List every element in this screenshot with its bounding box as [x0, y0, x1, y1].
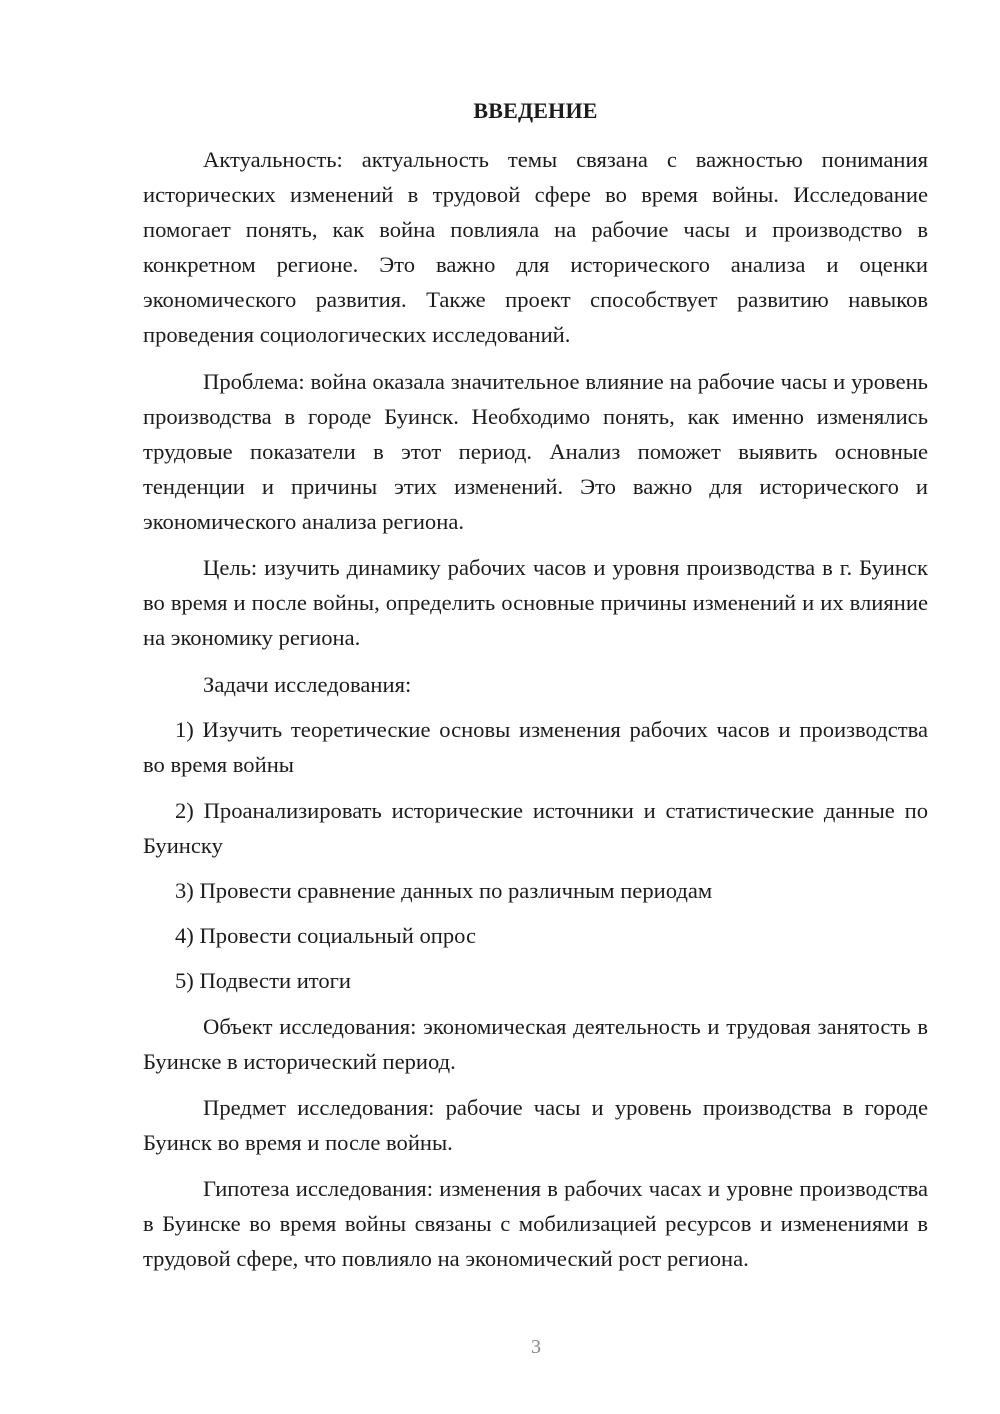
task-item: 3) Провести сравнение данных по различным периодам [175, 878, 713, 903]
task-item: 2) Проанализировать исторические источники и статистические данные по Буинску [143, 798, 928, 859]
task-item: 5) Подвести итоги [175, 968, 352, 993]
task-item: 4) Провести социальный опрос [175, 923, 477, 948]
task-item: 1) Изучить теоретические основы изменения рабочих часов и производства во время войны [143, 717, 928, 778]
problem-paragraph: Проблема: война оказала значительное влияние на рабочие часы и уровень производства в городе Буинск. Необходимо понять, как именно изменялись трудовые показатели в этот период. Анализ поможет выявить основные тенденции и причины этих изменений. Это важно для исторического и экономического анализа региона. [143, 369, 928, 535]
hypothesis-paragraph: Гипотеза исследования: изменения в рабочих часах и уровне производства в Буинске во время войны связаны с мобилизацией ресурсов и изменениями в трудовой сфере, что повлияло на экономический рост региона. [143, 1176, 928, 1272]
subject-paragraph: Предмет исследования: рабочие часы и уровень производства в городе Буинск во время и после войны. [143, 1095, 928, 1156]
goal-paragraph: Цель: изучить динамику рабочих часов и уровня производства в г. Буинск во время и после войны, определить основные причины изменений и их влияние на экономику региона. [143, 555, 928, 651]
page-title: ВВЕДЕНИЕ [473, 98, 598, 123]
tasks-heading: Задачи исследования: [203, 672, 412, 697]
page-number: 3 [531, 1336, 541, 1358]
relevance-paragraph: Актуальность: актуальность темы связана с важностью понимания исторических изменений в трудовой сфере во время войны. Исследование помогает понять, как война повлияла на рабочие часы и производство в конкретном регионе. Это важно для исторического анализа и оценки экономического развития. Также проект способствует развитию навыков проведения социологических исследований. [143, 147, 928, 348]
object-paragraph: Объект исследования: экономическая деятельность и трудовая занятость в Буинске в исторический период. [143, 1014, 928, 1075]
